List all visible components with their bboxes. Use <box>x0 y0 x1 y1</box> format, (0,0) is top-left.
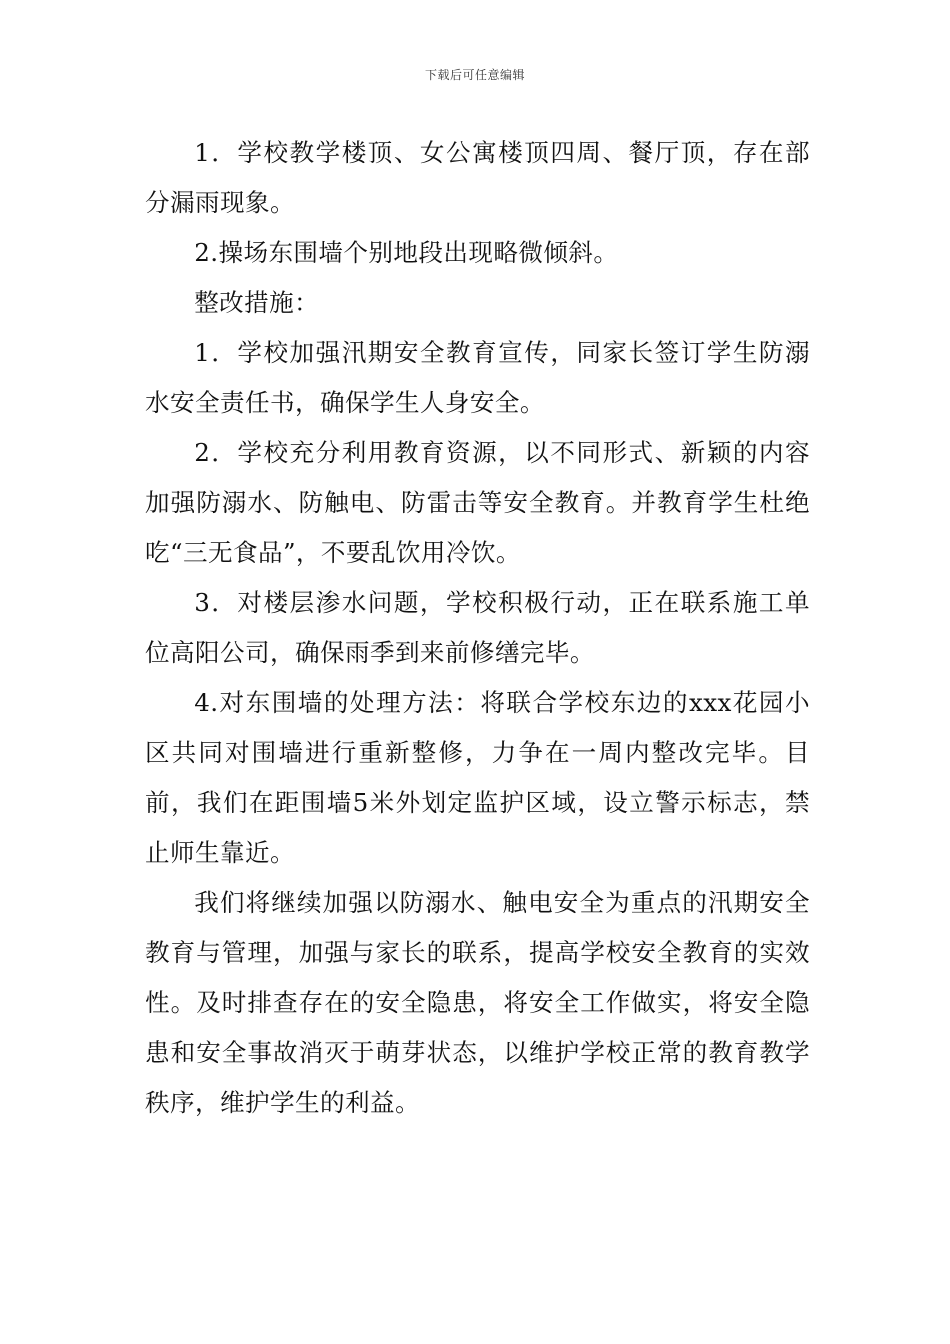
paragraph-measures-heading: 整改措施： <box>194 288 320 317</box>
paragraph-problem-1: 1．学校教学楼顶、女公寓楼顶四周、餐厅顶，存在部分漏雨现象。 <box>145 138 810 217</box>
paragraph-measure-1: 1．学校加强汛期安全教育宣传，同家长签订学生防溺水安全责任书，确保学生人身安全。 <box>145 338 810 417</box>
document-body <box>145 128 810 1128</box>
page-header-note: 下载后可任意编辑 <box>424 68 525 82</box>
paragraph-measure-4: 4.对东围墙的处理方法：将联合学校东边的xxx花园小区共同对围墙进行重新整修，力争在一周内整改完毕。目前，我们在距围墙5米外划定监护区域，设立警示标志，禁止师生靠近。 <box>145 688 810 867</box>
paragraph-measure-2: 2．学校充分利用教育资源，以不同形式、新颖的内容加强防溺水、防触电、防雷击等安全教育。并教育学生杜绝吃“三无食品”，不要乱饮用冷饮。 <box>145 438 810 567</box>
paragraph-conclusion: 我们将继续加强以防溺水、触电安全为重点的汛期安全教育与管理，加强与家长的联系，提高学校安全教育的实效性。及时排查存在的安全隐患，将安全工作做实，将安全隐患和安全事故消灭于萌芽状态，以维护学校正常的教育教学秩序，维护学生的利益。 <box>145 888 810 1117</box>
paragraph-measure-3: 3．对楼层渗水问题，学校积极行动，正在联系施工单位高阳公司，确保雨季到来前修缮完毕。 <box>145 588 810 667</box>
paragraph-problem-2: 2.操场东围墙个别地段出现略微倾斜。 <box>194 238 619 267</box>
